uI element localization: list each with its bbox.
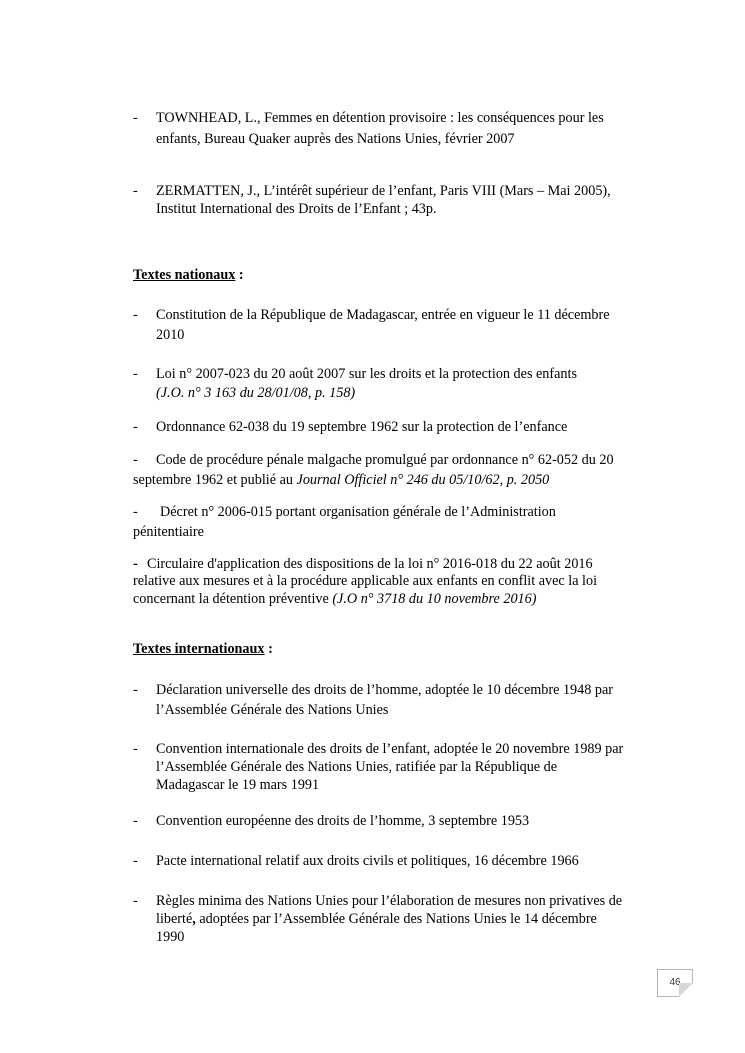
list-dash: -	[133, 452, 138, 468]
section-heading-national	[133, 266, 244, 284]
page-number-text: 46	[669, 977, 681, 988]
reference-line: Convention européenne des droits de l’homme, 3 septembre 1953	[156, 813, 530, 829]
reference-line: Pacte international relatif aux droits civils et politiques, 16 décembre 1966	[156, 853, 579, 869]
reference-line: 1990	[156, 929, 185, 945]
list-dash: -	[133, 741, 138, 757]
reference-line: enfants, Bureau Quaker auprès des Nations Unies, février 2007	[156, 131, 515, 147]
reference-line: Circulaire d'application des dispositions de la loi n° 2016-018 du 22 août 2016	[147, 556, 593, 572]
list-dash: -	[133, 893, 138, 909]
page-fold-icon	[679, 983, 693, 997]
reference-line: Code de procédure pénale malgache promulgué par ordonnance n° 62-052 du 20	[156, 452, 614, 468]
list-dash: -	[133, 504, 138, 520]
reference-line: relative aux mesures et à la procédure applicable aux enfants en conflit avec la loi	[133, 573, 598, 589]
list-dash: -	[133, 556, 138, 572]
reference-line: l’Assemblée Générale des Nations Unies	[156, 702, 389, 718]
reference-line: Ordonnance 62-038 du 19 septembre 1962 sur la protection de l’enfance	[156, 419, 568, 435]
list-dash: -	[133, 682, 138, 698]
reference-line: Constitution de la République de Madagascar, entrée en vigueur le 11 décembre	[156, 307, 610, 323]
reference-journal: (J.O n° 3718 du 10 novembre 2016)	[332, 591, 537, 607]
reference-line: Décret n° 2006-015 portant organisation générale de l’Administration	[160, 504, 556, 520]
reference-line: Règles minima des Nations Unies pour l’élaboration de mesures non privatives de	[156, 893, 623, 909]
reference-line-journal: (J.O. n° 3 163 du 28/01/08, p. 158)	[156, 385, 356, 401]
reference-line: Déclaration universelle des droits de l’homme, adoptée le 10 décembre 1948 par	[156, 682, 613, 698]
reference-plain: liberté	[156, 911, 193, 927]
reference-line: l’Assemblée Générale des Nations Unies, ratifiée par la République de	[156, 759, 558, 775]
reference-line: Institut International des Droits de l’Enfant ; 43p.	[156, 201, 437, 217]
list-dash: -	[133, 307, 138, 323]
reference-line: Madagascar le 19 mars 1991	[156, 777, 320, 793]
heading-colon: :	[264, 641, 273, 657]
list-dash: -	[133, 813, 138, 829]
reference-line: TOWNHEAD, L., Femmes en détention provisoire : les conséquences pour les	[156, 110, 604, 126]
reference-line	[133, 590, 536, 608]
page-number	[657, 969, 693, 997]
reference-journal: Journal Officiel n° 246 du 05/10/62, p. 2050	[296, 472, 550, 488]
list-dash: -	[133, 853, 138, 869]
reference-line	[156, 910, 597, 928]
list-dash: -	[133, 366, 138, 382]
reference-line: ZERMATTEN, J., L’intérêt supérieur de l’enfant, Paris VIII (Mars – Mai 2005),	[156, 183, 611, 199]
reference-plain: concernant la détention préventive	[133, 591, 333, 607]
reference-bold-comma: ,	[192, 911, 196, 927]
heading-text: Textes internationaux	[133, 641, 265, 657]
reference-line: Loi n° 2007-023 du 20 août 2007 sur les droits et la protection des enfants	[156, 366, 577, 382]
heading-text: Textes nationaux	[133, 267, 236, 283]
reference-line: pénitentiaire	[133, 524, 204, 540]
section-heading-international	[133, 640, 273, 658]
reference-plain: adoptées par l’Assemblée Générale des Nations Unies le 14 décembre	[195, 911, 597, 927]
reference-line: 2010	[156, 327, 185, 343]
heading-colon: :	[235, 267, 244, 283]
reference-line	[133, 471, 549, 489]
list-dash: -	[133, 419, 138, 435]
reference-plain: septembre 1962 et publié au	[133, 472, 297, 488]
list-dash: -	[133, 183, 138, 199]
list-dash: -	[133, 110, 138, 126]
reference-line: Convention internationale des droits de l’enfant, adoptée le 20 novembre 1989 par	[156, 741, 624, 757]
